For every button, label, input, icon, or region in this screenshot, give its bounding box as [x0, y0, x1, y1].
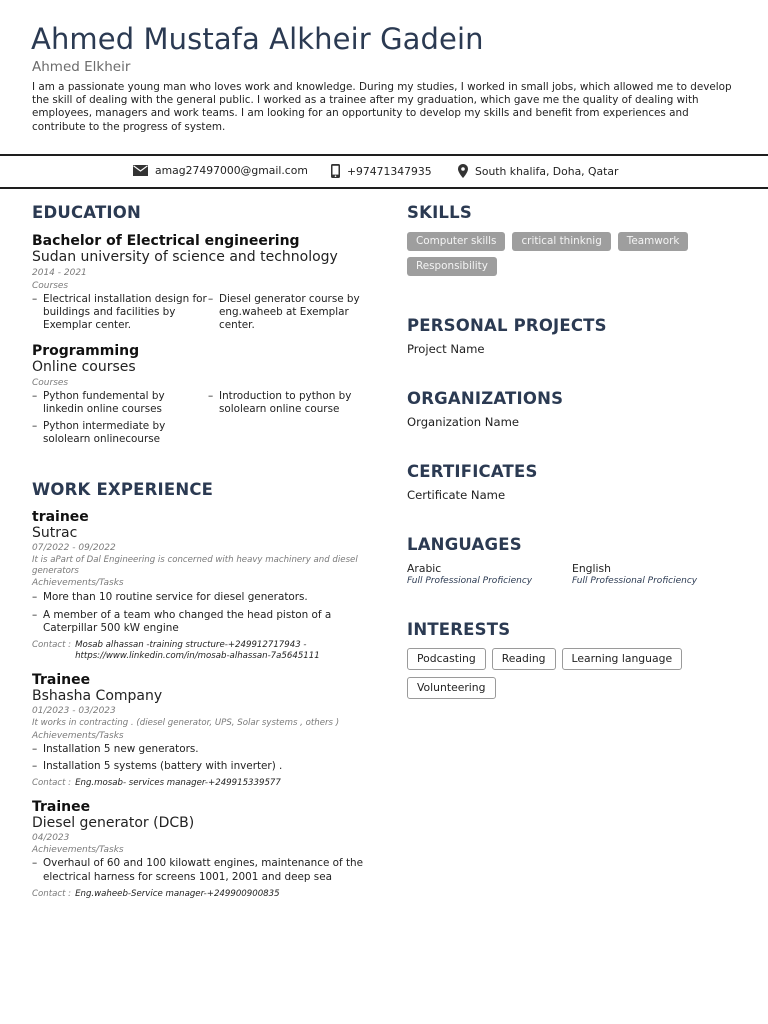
education-heading: EDUCATION — [32, 203, 141, 222]
company-description: It works in contracting . (diesel generator, UPS, Solar systems , others ) — [32, 718, 340, 729]
email-contact[interactable] — [133, 164, 308, 177]
language-name: English — [572, 562, 611, 575]
course-item: – Python fundemental by linkedin online courses — [32, 390, 208, 416]
language-name: Arabic — [407, 562, 442, 575]
task-item: – A member of a team who changed the head piston of a Caterpillar 500 kW engine — [32, 609, 372, 635]
languages-list — [407, 562, 737, 586]
certificates-heading: CERTIFICATES — [407, 462, 538, 481]
interest-tag: Learning language — [562, 648, 683, 670]
task-item: – Installation 5 systems (battery with inverter) . — [32, 760, 372, 773]
contact-label: Contact : — [32, 888, 72, 899]
tasks-label: Achievements/Tasks — [32, 730, 124, 741]
project-item: Project Name — [407, 342, 485, 356]
right-column — [407, 203, 737, 699]
personal-projects-heading: PERSONAL PROJECTS — [407, 316, 607, 335]
school-name: Sudan university of science and technology — [32, 249, 338, 265]
left-column — [32, 203, 372, 899]
courses-list — [32, 293, 372, 337]
interest-tag: Reading — [492, 648, 556, 670]
course-item: – Diesel generator course by eng.waheeb at Exemplar center. — [208, 293, 372, 333]
organization-item: Organization Name — [407, 415, 520, 429]
reference-contact — [32, 640, 372, 661]
education-entry — [32, 233, 372, 337]
language-level: Full Professional Proficiency — [407, 576, 533, 586]
job-role: Trainee — [32, 799, 91, 816]
company-description: It is aPart of Dal Engineering is concerned with heavy machinery and diesel generators — [32, 555, 358, 576]
courses-list — [32, 390, 372, 451]
tasks-label: Achievements/Tasks — [32, 845, 124, 856]
interest-tag: Volunteering — [407, 677, 496, 699]
course-item: – Python intermediate by sololearn onlinecourse — [32, 420, 208, 446]
contact-value: Eng.mosab- services manager-+249915339577 — [75, 777, 281, 788]
skill-tag: Computer skills — [407, 232, 505, 251]
interests-heading: INTERESTS — [407, 620, 511, 639]
tasks-list — [32, 857, 372, 883]
candidate-subtitle: Ahmed Elkheir — [32, 59, 131, 75]
course-item: – Electrical installation design for buildings and facilities by Exemplar center. — [32, 293, 208, 333]
task-item: – Overhaul of 60 and 100 kilowatt engines, maintenance of the electrical harness for screens 1001, 2001 and deep sea — [32, 857, 372, 883]
contact-value: Eng.waheeb-Service manager-+249900900835 — [75, 888, 280, 899]
degree-title: Programming — [32, 342, 140, 359]
job-dates: 01/2023 - 03/2023 — [32, 706, 116, 717]
course-item: – Introduction to python by sololearn online course — [208, 390, 372, 416]
tasks-label: Achievements/Tasks — [32, 578, 124, 589]
interests-list — [407, 648, 707, 699]
tasks-list — [32, 591, 372, 635]
location-text: South khalifa, Doha, Qatar — [475, 164, 619, 178]
skill-tag: Teamwork — [618, 232, 689, 251]
envelope-icon — [133, 165, 148, 176]
school-name: Online courses — [32, 358, 136, 375]
skills-heading: SKILLS — [407, 203, 472, 222]
mobile-phone-icon — [331, 164, 340, 178]
map-pin-icon — [458, 164, 468, 178]
task-item: – Installation 5 new generators. — [32, 743, 372, 756]
tasks-list — [32, 743, 372, 773]
degree-title: Bachelor of Electrical engineering — [32, 233, 300, 249]
location-contact — [458, 164, 618, 178]
reference-contact — [32, 889, 372, 900]
interest-tag: Podcasting — [407, 648, 486, 670]
organizations-heading: ORGANIZATIONS — [407, 389, 564, 408]
courses-label: Courses — [32, 281, 69, 291]
contact-bar — [0, 154, 768, 189]
company-name: Diesel generator (DCB) — [32, 815, 195, 832]
task-item: – More than 10 routine service for diesel generators. — [32, 591, 372, 604]
education-entry — [32, 343, 372, 451]
work-experience-heading: WORK EXPERIENCE — [32, 480, 214, 500]
job-dates: 04/2023 — [32, 833, 70, 844]
contact-label: Contact : — [32, 777, 72, 788]
skills-list — [407, 232, 707, 276]
contact-label: Contact : — [32, 640, 72, 651]
contact-value: Mosab alhassan -training structure-+249912717943 - https://www.linkedin.com/in/mosab-alhassan-7a5645111 — [75, 640, 320, 661]
language-level: Full Professional Proficiency — [572, 576, 698, 586]
job-role: trainee — [32, 509, 89, 526]
phone-contact[interactable] — [331, 164, 432, 178]
job-entry — [32, 799, 372, 899]
skill-tag: Responsibility — [407, 257, 497, 276]
job-entry — [32, 672, 372, 788]
languages-heading: LANGUAGES — [407, 535, 522, 554]
job-entry — [32, 509, 372, 661]
company-name: Bshasha Company — [32, 688, 163, 705]
certificate-item: Certificate Name — [407, 488, 506, 502]
summary-paragraph: I am a passionate young man who loves work and knowledge. During my studies, I worked in small jobs, which allowed me to develop the skill of dealing with the general public. I worked as a trainee after my graduation, which gave me the quality of dealing with employees, managers and work teams. I am looking for an opportunity to develop my skills and benefit from experiences and contribute to the progress of system. — [32, 81, 732, 133]
language-item — [572, 562, 737, 586]
phone-text: +97471347935 — [347, 164, 432, 178]
job-dates: 07/2022 - 09/2022 — [32, 543, 116, 554]
skill-tag: critical thinknig — [512, 232, 610, 251]
language-item — [407, 562, 572, 586]
education-dates: 2014 - 2021 — [32, 268, 87, 278]
company-name: Sutrac — [32, 525, 78, 542]
email-text: amag27497000@gmail.com — [155, 164, 308, 177]
courses-label: Courses — [32, 377, 69, 388]
candidate-name: Ahmed Mustafa Alkheir Gadein — [31, 22, 484, 56]
reference-contact — [32, 778, 372, 789]
job-role: Trainee — [32, 672, 91, 689]
